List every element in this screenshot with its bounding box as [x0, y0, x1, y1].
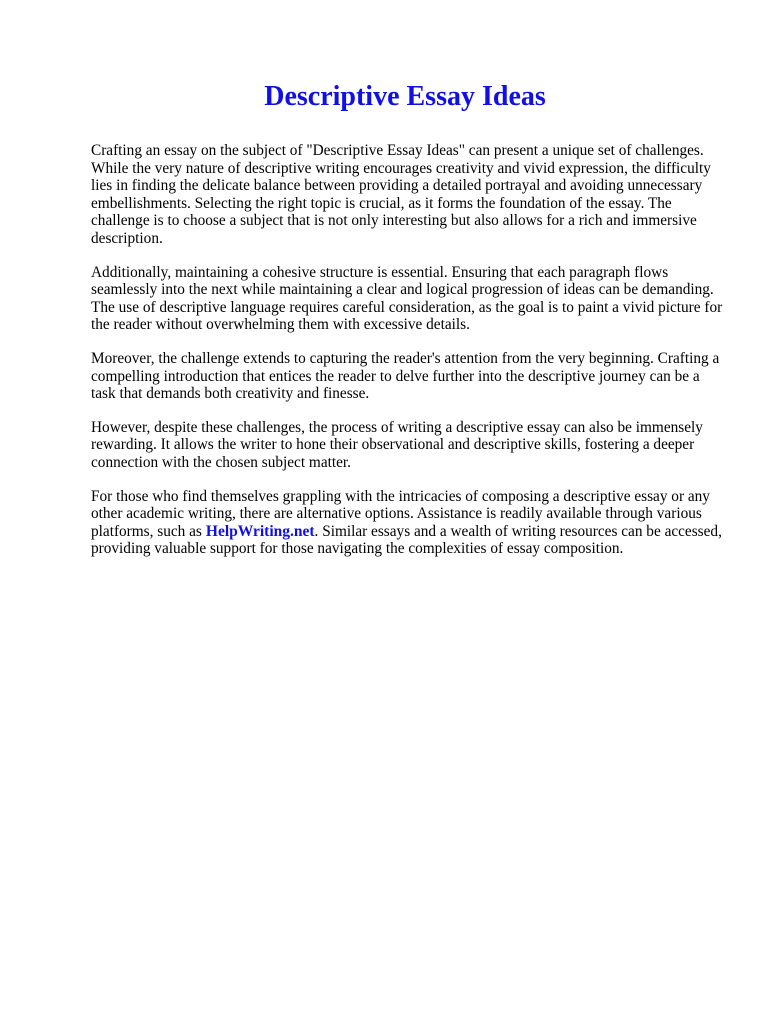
paragraph-assistance [91, 488, 723, 558]
assistance-text-before-link: For those who find themselves grappling with the intricacies of composing a descriptive essay or any other academic writing, there are alternative options. Assistance is readily available through various platforms, such as [91, 487, 710, 540]
paragraph-intro: Crafting an essay on the subject of "Descriptive Essay Ideas" can present a unique set of challenges. While the very nature of descriptive writing encourages creativity and vivid expression, the difficulty lies in finding the delicate balance between providing a detailed portrayal and avoiding unnecessary embellishments. Selecting the right topic is crucial, as it forms the foundation of the essay. The challenge is to choose a subject that is not only interesting but also allows for a rich and immersive description. [91, 142, 711, 247]
paragraph-rewards: However, despite these challenges, the process of writing a descriptive essay can also be immensely rewarding. It allows the writer to hone their observational and descriptive skills, fostering a deeper connection with the chosen subject matter. [91, 418, 703, 471]
assistance-text-after-link: . Similar essays and a wealth of writing resources can be accessed, providing valuable support for those navigating the complexities of essay composition. [91, 522, 722, 558]
paragraph-structure: Additionally, maintaining a cohesive structure is essential. Ensuring that each paragraph flows seamlessly into the next while maintaining a clear and logical progression of ideas can be demanding. The use of descriptive language requires careful consideration, as the goal is to paint a vivid picture for the reader without overwhelming them with excessive details. [91, 263, 723, 334]
document-title: Descriptive Essay Ideas [264, 81, 546, 112]
helpwriting-link[interactable]: HelpWriting.net [205, 522, 315, 540]
paragraph-introduction-challenge: Moreover, the challenge extends to capturing the reader's attention from the very beginning. Crafting a compelling introduction that entices the reader to delve further into the descriptive journey can be a task that demands both creativity and finesse. [91, 349, 720, 403]
